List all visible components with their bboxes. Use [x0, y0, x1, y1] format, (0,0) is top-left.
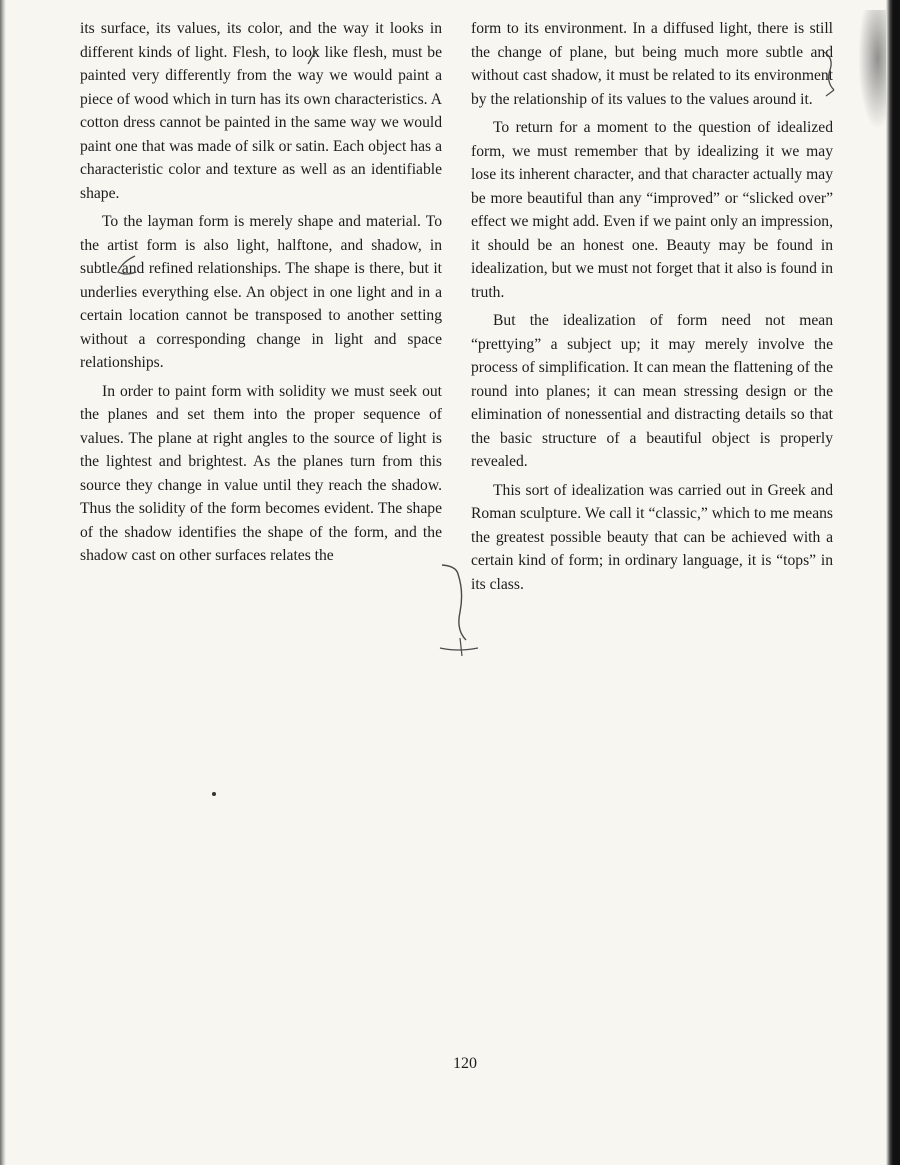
scan-left-edge [0, 0, 6, 1165]
left-paragraph-2: To the layman form is merely shape and material. To the artist form is also light, halftone, and shadow, in subtle and refined relationships. The shape is there, but it underlies everything else. An object in one light and in a certain location cannot be transposed to another setting without a corresponding change in light and space relationships. [80, 213, 442, 371]
left-paragraph-1: its surface, its values, its color, and the way it looks in different kinds of light. Flesh, to look like flesh, must be painted very differently from the way we would paint a piece of wood which in turn has its own characteristics. A cotton dress cannot be painted in the same way we would paint one that was made of silk or satin. Each object has a characteristic color and texture as well as an identifiable shape. [80, 20, 442, 202]
pencil-underline-bottom [440, 648, 478, 650]
left-text-column [80, 17, 442, 573]
scan-smudge [858, 10, 886, 130]
right-text-column [471, 17, 833, 601]
left-paragraph-3: In order to paint form with solidity we must seek out the planes and set them into the proper sequence of values. The plane at right angles to the source of light is the lightest and brightest. As the planes turn from this source they change in value until they reach the shadow. Thus the solidity of the form becomes evident. The shape of the shadow identifies the shape of the form, and the shadow cast on other surfaces relates the [80, 382, 442, 564]
right-paragraph-2: To return for a moment to the question of idealized form, we must remember that by idealizing it we may lose its inherent character, and that character actually may be more beautiful than any “improved” or “slicked over” effect we might add. Even if we paint only an impression, it should be an honest one. Beauty may be found in idealization, but we must not forget that it also is found in truth. [471, 119, 833, 301]
right-paragraph-3: But the idealization of form need not mean “prettying” a subject up; it may merely involve the process of simplification. It can mean the flattening of the round into planes; it can mean stressing design or the elimination of nonessential and distracting details so that the basic structure of a beautiful object is properly revealed. [471, 312, 833, 470]
pencil-brace-bottom [442, 565, 466, 640]
stray-dot-mark [212, 792, 216, 796]
right-paragraph-4: This sort of idealization was carried out in Greek and Roman sculpture. We call it “classic,” which to me means the greatest possible beauty that can be achieved with a certain kind of form; in ordinary language, it is “tops” in its class. [471, 481, 833, 593]
right-paragraph-1: form to its environment. In a diffused light, there is still the change of plane, but being much more subtle and without cast shadow, it must be related to its environment by the relationship of its values to the values around it. [471, 20, 833, 108]
pencil-cross-bottom [460, 638, 462, 656]
scan-right-edge [886, 0, 900, 1165]
page-number: 120 [453, 1055, 477, 1072]
